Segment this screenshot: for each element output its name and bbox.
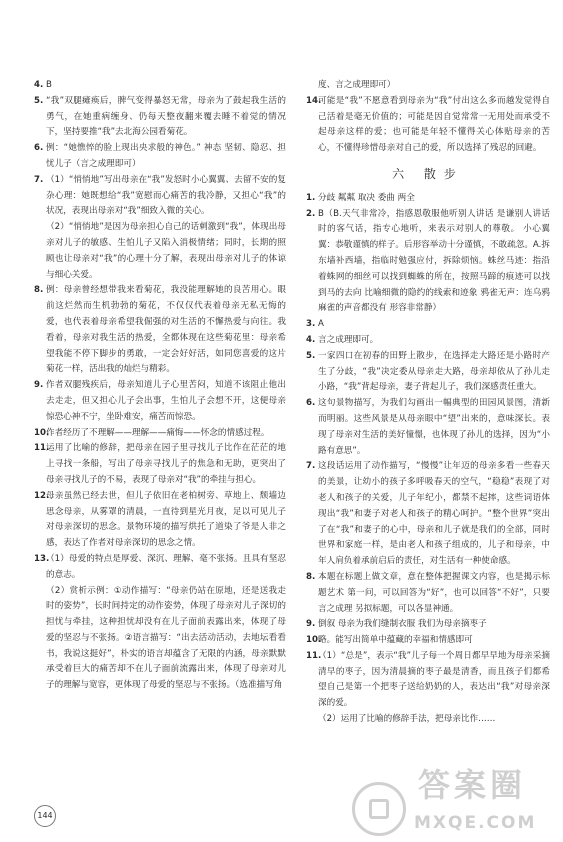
answer-text: 可能是“我”不愿意看到母亲为“我”付出这么多而越发觉得自己活着是毫无价值的；可能是因自觉常常一无用处而承受不起母亲这样的爱；也可能是年轻不懂得关心体贴母亲的苦心，不懂得珍惜母亲对自己的爱，所以选择了残忍的回避。 xyxy=(318,95,550,154)
answer-item xyxy=(34,141,286,173)
answer-item xyxy=(34,78,286,94)
answer-number: 4. xyxy=(306,334,316,345)
answer-continuation: （2）“悄悄地”是因为母亲担心自己的话刺激到“我”，体现出母亲对儿子的敏感、生怕儿子又陷入消极情绪；同时，长期的照顾也让母亲对“我”的心理十分了解，表现出母亲对儿子的体谅与细心关爱。 xyxy=(46,222,286,280)
answer-item xyxy=(34,173,286,220)
answer-number: 9. xyxy=(34,380,44,391)
answer-number: 12. xyxy=(34,490,50,501)
answer-item xyxy=(34,552,286,584)
answer-text: 倒叙 母亲为我们缝制衣服 我们为母亲摘枣子 xyxy=(318,619,487,630)
answer-text: 言之成理即可。 xyxy=(318,334,379,345)
answer-number: 1. xyxy=(306,192,316,203)
answer-number: 10. xyxy=(306,635,322,646)
answer-number: 10. xyxy=(34,427,50,438)
answer-number: 6. xyxy=(306,398,316,409)
answer-item xyxy=(306,94,550,157)
answer-item xyxy=(34,489,286,552)
answer-text: B xyxy=(46,80,52,90)
answer-text: “我”双腿瘫痪后，脾气变得暴怒无常，母亲为了鼓起我生活的勇气，在她重病缠身、仍每天整夜翻来覆去睡不着觉的情况下，坚持要推“我”去北海公园看菊花。 xyxy=(46,95,286,138)
answer-item xyxy=(34,426,286,442)
answer-text: 作者双腿残疾后，母亲知道儿子心里苦闷，知道不该阻止他出去走走，但又担心儿子会出事，生怕儿子会想不开，这便母亲惊恐心神不宁，坐卧难安，痛苦而惊恐。 xyxy=(46,380,286,422)
answer-number: 11. xyxy=(306,650,322,661)
answer-number: 5. xyxy=(34,95,44,106)
answer-item xyxy=(306,317,550,333)
watermark-seal-icon xyxy=(352,782,406,836)
answer-item xyxy=(306,396,550,459)
answer-item xyxy=(306,633,550,649)
answer-text: （1）母爱的特点是厚爱、深沉、理解、毫不张扬。且具有坚忍的意志。 xyxy=(46,553,286,580)
answer-item xyxy=(306,78,550,94)
answer-number: 11. xyxy=(34,443,50,454)
answer-number: 8. xyxy=(306,571,316,582)
answer-item xyxy=(306,333,550,349)
answer-number: 14. xyxy=(306,95,322,106)
answer-item xyxy=(306,191,550,207)
answer-text: 这句景物描写，为我们勾画出一幅典型的田园风景图，清新而明丽。这些风景是从母亲眼中“望”出来的，意味深长。表现了母亲对生活的美好憧憬，也体现了孙儿的选择，因为“小路有意思”。 xyxy=(318,398,550,456)
answer-number: 7. xyxy=(34,174,44,185)
answer-number: 2. xyxy=(306,208,316,219)
answer-item xyxy=(306,570,550,617)
answer-number: 5. xyxy=(306,350,316,361)
answer-number: 4. xyxy=(34,80,44,90)
answer-item xyxy=(306,459,550,570)
answer-text: 度、言之成理即可） xyxy=(318,80,396,90)
left-column xyxy=(34,78,286,694)
answer-text: （1）“总是”，表示“我”儿子每一个周日都早早地为母亲采摘清早的枣子，因为清晨摘的枣子最是清香，而且孩子们都希望自己是第一个把枣子送给奶奶的人，表达出“我”对母亲深深的爱。 xyxy=(318,650,550,709)
watermark-logo xyxy=(340,766,550,836)
answer-item xyxy=(306,349,550,396)
answer-text: 本题在标题上做文章，意在整体把握课文内容，也是揭示标题艺术 第一问，可以回答为“好”，也可以回答“不好”，只要言之成理 另拟标题，可以各显神通。 xyxy=(318,571,550,614)
watermark-en-text: MXQE.COM xyxy=(414,813,537,833)
watermark-cn-text: 答案圈 xyxy=(418,766,527,804)
answer-item xyxy=(306,617,550,633)
answer-continuation: （2）赏析示例：①动作描写：“母亲仍站在原地，还是送我走时的姿势”，长时间持定的动作姿势，体现了母亲对儿子深切的担忧与牵挂，这种担忧却没有在儿子面前表露出来，体现了母爱的坚忍与不张扬。②语言描写：“出去活动活动，去地坛看看书，我说这挺好”，朴实的语言却蕴含了无限的内涵，母亲默默承受着巨大的痛苦却不在儿子面前流露出来，体现了母亲对儿子的理解与宽容，更体现了母爱的坚忍与不张扬。（选准描写角 xyxy=(46,585,286,691)
answer-number: 13. xyxy=(34,553,50,564)
answer-text: 例：母亲曾经想带我来看菊花，我没能理解她的良苦用心。眼前这烂然而生机勃勃的菊花，不仅仅代表着母亲无私无悔的爱，也代表着母亲希望我倔强的对生活的不懈热爱与向往。我看着，母亲对我生活的热爱，全都体现在这些菊花里：母亲希望我能不停下脚步的勇敢，一定会好好活，如同您喜爱的这片菊花一样，活出我的灿烂与精彩。 xyxy=(46,285,286,375)
answer-number: 3. xyxy=(306,319,316,330)
answer-text: 略。能写出简单中蕴藏的幸福和情感即可 xyxy=(318,635,473,646)
answer-text: 运用了比喻的修辞，把母亲在园子里寻找儿子比作在茫茫的地上寻找一条船，写出了母亲寻找儿子的焦急和无助，更突出了母亲寻找儿子的不易，表现了母亲对“我”的牵挂与担心。 xyxy=(46,443,286,485)
answer-text: A xyxy=(318,319,324,330)
answer-item xyxy=(306,649,550,712)
answer-text: 分歧 粼粼 取决 委曲 两全 xyxy=(318,192,415,203)
right-top-answers xyxy=(306,78,550,157)
section-heading: 六 散步 xyxy=(392,166,464,181)
answer-item xyxy=(34,283,286,378)
right-column xyxy=(306,78,550,728)
page-number: 144 xyxy=(34,805,56,827)
answer-number: 6. xyxy=(34,143,44,154)
answer-item xyxy=(34,94,286,141)
answer-item xyxy=(306,207,550,318)
answer-text: 作者经历了不理解——理解——痛悔——怀念的情感过程。 xyxy=(46,427,270,438)
answer-text: 这段话运用了动作描写，“慢慢”让年迈的母亲多看一些春天的美景，让幼小的孩子多呼吸春天的空气，“稳稳”表现了对老人和孩子的关爱，儿子年纪小，都禁不起摔，这些词语体现出“我”和妻子对老人和孩子的精心呵护。“整个世界”突出了在“我”和妻子的心中，母亲和儿子就是我们的全部，同时世界和家庭一样，是由老人和孩子组成的，儿子和母亲，中年人肩负着承前启后的责任，对生活有一种使命感。 xyxy=(318,461,550,567)
answer-text: 例：“她憔悴的脸上现出央求般的神色。” 神态 坚韧、隐忍、担忧儿子（言之成理即可） xyxy=(46,143,286,169)
answer-text: （1）“悄悄地”写出母亲在“我”发怒时小心翼翼、去留不安的复杂心理：她既想给“我”宽慰而心痛苦的我冷静，又担心“我”的状况，表现出母亲对“我”细致入微的关心。 xyxy=(46,174,286,217)
answer-number: 7. xyxy=(306,461,316,472)
answer-text: 一家四口在初春的田野上散步，在选择走大路还是小路时产生了分歧，“我”决定委从母亲走大路，母亲却依从了孙儿走小路，“我”背起母亲，妻子背起儿子，我们深感责任重大。 xyxy=(318,350,550,393)
answer-number xyxy=(306,78,318,94)
answer-number: 9. xyxy=(306,619,316,630)
answer-item xyxy=(34,378,286,425)
right-bottom-answers xyxy=(306,191,550,728)
answer-text: 母亲虽然已经去世，但儿子依旧在老柏树旁、草地上、颓墙边思念母亲，从雾罩的清晨，一直待到星光月夜，足以可见儿子对母亲深切的思念。景物环境的描写烘托了道染了爷是人非之感，表达了作者对母亲深切的思念之情。 xyxy=(46,490,286,549)
answer-item xyxy=(34,441,286,488)
answer-continuation: （2）运用了比喻的修辞手法，把母亲比作…… xyxy=(318,714,496,725)
answer-number: 8. xyxy=(34,285,44,296)
answer-text: B（B.天气非常冷，指感恩敬服他听别人讲话 是谦别人讲话时的客气话，指专心地听，来表示对别人的尊敬。 小心翼翼：恭敬谨慎的样子。后形容举动十分谨慎，不敢疏忽。A.拆东墙补西墙，指临时勉强应付，拆除烦恼。蛛丝马迹：指沿着蛛网的细丝可以找到蜘蛛的所在，按照马蹄的痕迹可以找到马的去向 比喻细微的隐约的线索和迹象 鸦雀无声：连乌鸦麻雀的声音都没有 形容非常静） xyxy=(318,208,550,314)
